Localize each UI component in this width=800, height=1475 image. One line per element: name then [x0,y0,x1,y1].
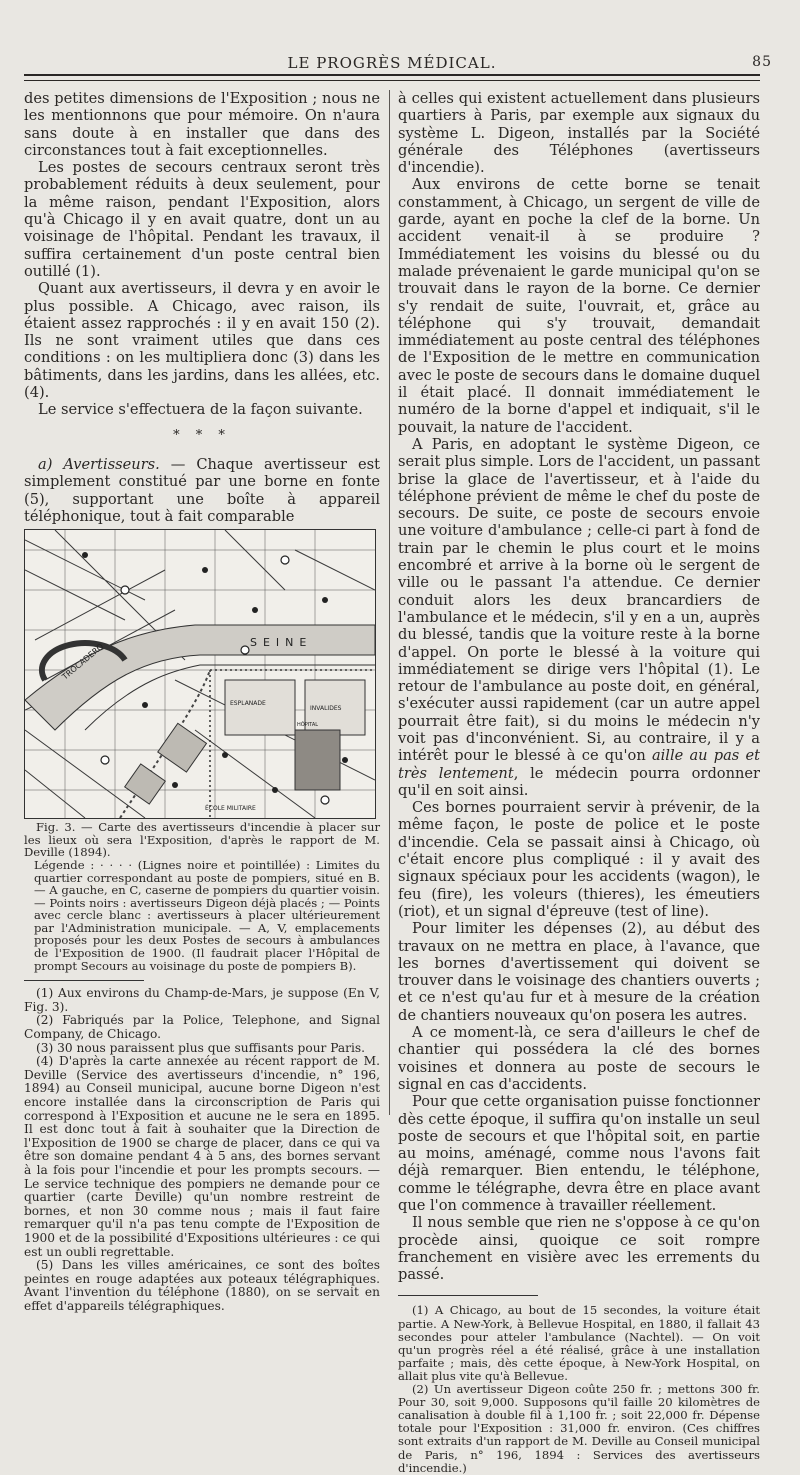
map-label-hopital: HÔPITAL [297,722,319,729]
paragraph: Aux environs de cette borne se tenait constamment, à Chicago, un sergent de ville de garde, ayant en poche la clef de la borne. Un accident venait-il à se produire ? Immédiatement les voisins du blessé ou du malade prévenaient le garde municipal qu'on se trouvait dans le rayon de la borne. Ce dernier s'y rendait de suite, l'ouvrait, et, grâce au téléphone qui s'y trouvait, demandait immédiatement au poste central des téléphones de l'Exposition de le mettre en communication avec le poste de secours dans le domaine duquel il était placé. Il donnait immédiatement le numéro de la borne d'appel et indiquait, s'il le pouvait, la nature de l'accident. [398,176,760,436]
map-drawing [25,530,375,818]
paragraph: Pour que cette organisation puisse fonctionner dès cette époque, il suffira qu'on installe un seul poste de secours et que l'hôpital soit, en partie au moins, aménagé, comme nous l'avons fait déjà remarquer. Bien entendu, le téléphone, comme le télégraphe, devra être en place avant que l'on commence à travailler réellement. [398,1093,760,1214]
right-column [398,90,760,1475]
footnote: (1) A Chicago, au bout de 15 secondes, la voiture était partie. A New-York, à Bellevue Hospital, en 1880, il fallait 43 secondes pour atteler l'ambulance (Nachtel). — On voit qu'un progrès réel a été réalisé, grâce à une installation parfaite ; mais, dès cette époque, à New-York Hospital, on allait plus vite qu'à Bellevue. [398,1303,760,1383]
footnote: (5) Dans les villes américaines, ce sont des boîtes peintes en rouge adaptées aux poteaux télégraphiques. Avant l'invention du téléphone (1880), on se servait en effet d'appareils télégraphiques. [24,1258,380,1313]
map-label-seine: SEINE [250,636,313,650]
emphasis-text: aille au pas et très lentement [398,747,760,782]
map-label-military: ÉCOLE MILITAIRE [205,805,256,813]
section-label: a) Avertisseurs. [38,455,160,473]
paragraph-text: , le médecin pourra ordonner qu'il en soit ainsi. [398,764,760,799]
paragraph-text: A Paris, en adoptant le système Digeon, ce serait plus simple. Lors de l'accident, un passant brise la glace de l'avertisseur, et à l'aide du téléphone prévient de même le chef du poste de secours. De suite, ce poste de secours envoie une voiture d'ambulance ; celle-ci part à fond de train par le chemin le plus court et le moins encombré et arrive à la borne où le sergent de ville ou le passant l'a attendue. Ce dernier conduit alors les deux brancardiers de l'ambulance et le médecin, s'il y en a un, auprès du blessé, tandis que la voiture reste à la borne d'appel. On porte le blessé à la voiture qui immédiatement se dirige vers l'hôpital (1). Le retour de l'ambulance au poste doit, en général, s'exécuter aussi rapidement (car un autre appel pourrait être fait), si du moins le médecin n'y voit pas d'inconvénient. Si, au contraire, il y a intérêt pour le blessé à ce qu'on [398,435,760,765]
footnotes [398,1304,760,1474]
paragraph: à celles qui existent actuellement dans plusieurs quartiers à Paris, par exemple aux signaux du système L. Digeon, installés par la Société générale des Téléphones (avertisseurs d'incendie). [398,90,760,177]
paragraph: Pour limiter les dépenses (2), au début des travaux on ne mettra en place, à l'avance, que les bornes d'avertissement qui doivent se trouver dans le voisinage des chantiers ouverts ; et ce n'est qu'au fur et à mesure de la création de chantiers nouveaux qu'on posera les autres. [398,920,760,1024]
paragraph: A ce moment-là, ce sera d'ailleurs le chef de chantier qui possédera la clé des bornes voisines et donnera au poste de secours le signal en cas d'accidents. [398,1024,760,1093]
map-label-esplanade: ESPLANADE [230,700,266,708]
asterism: * * * [173,427,231,443]
footnote-rule [398,1295,538,1296]
caption-legend: Légende : · · · · (Lignes noire et pointillée) : Limites du quartier correspondant au poste de pompiers, situé en B. — A gauche, en C, caserne de pompiers du quartier voisin. — Points noirs : avertisseurs Digeon déjà placés ; — Points avec cercle blanc : avertisseurs à placer ultérieurement par l'Administration municipale. — A, V, emplacements proposés pour les deux Postes de secours à ambulances de l'Exposition de 1900. (Il faudrait placer l'Hôpital de prompt Secours au voisinage du poste de pompiers B). [34,857,380,973]
header-rule [24,74,760,81]
footnote: (3) 30 nous paraissent plus que suffisants pour Paris. [36,1040,366,1055]
footnote: (4) D'après la carte annexée au récent rapport de M. Deville (Service des avertisseurs d'incendie, n° 196, 1894) au Conseil municipal, aucune borne Digeon n'est encore installée dans la circonscription de Paris qui correspond à l'Exposition et aucune ne le sera en 1895. Il est donc tout à fait à souhaiter que la Direction de l'Exposition de 1900 se charge de placer, dans ce qui va être son domaine pendant 4 à 5 ans, des bornes servant à la fois pour l'incendie et pour les prompts secours. — Le service technique des pompiers ne demande pour ce quartier (carte Deville) qu'un nombre restreint de bornes, et non 30 comme nous ; mais il faut faire remarquer qu'il n'a pas tenu compte de l'Exposition de 1900 et de la possibilité d'Expositions ultérieures : ce qui est un oubli regrettable. [24,1054,380,1259]
footnote: (2) Fabriqués par la Police, Telephone, and Signal Company, de Chicago. [24,1013,380,1042]
column-divider [389,90,390,1115]
caption-title: Fig. 3. — Carte des avertisseurs d'incendie à placer sur les lieux où sera l'Exposition, d'après le rapport de M. Deville (1894). [24,820,380,860]
map-label-invalides: INVALIDES [310,705,342,713]
footnote: (2) Un avertisseur Digeon coûte 250 fr. ; mettons 300 fr. Pour 30, soit 9,000. Supposons qu'il faille 20 kilomètres de canalisation à double fil à 1,100 fr. ; soit 22,000 fr. Dépense totale pour l'Exposition : 31,000 fr. environ. (Ces chiffres sont extraits d'un rapport de M. Deville au Conseil municipal de Paris, n° 196, 1894 : Services des avertisseurs d'incendie.) [398,1382,760,1475]
figure-map [24,529,376,819]
map-label-trocadero: TROCADERO [60,642,106,682]
paragraph: Il nous semble que rien ne s'oppose à ce qu'on procède ainsi, quoique ce soit rompre franchement en visière avec les errements du passé. [398,1214,760,1284]
paragraph-text: — Chaque avertisseur est simplement constitué par une borne en fonte (5), supportant une boîte à appareil téléphonique, tout à fait comparable [24,455,380,525]
paragraph [398,436,760,799]
paragraph: Le service s'effectuera de la façon suivante. [38,401,363,419]
paragraph: Les postes de secours centraux seront très probablement réduits à deux seulement, pour la même raison, pendant l'Exposition, alors qu'à Chicago il y en avait quatre, dont un au voisinage de l'hôpital. Pendant les travaux, il suffira certainement d'un poste central bien outillé (1). [24,159,380,280]
figure-caption [24,821,380,972]
footnote-rule [24,980,144,981]
page-number: 85 [752,54,772,70]
running-head [24,54,772,76]
journal-title: LE PROGRÈS MÉDICAL. [287,54,497,72]
paragraph: des petites dimensions de l'Exposition ; nous ne les mentionnons que pour mémoire. On n'aura sans doute à en installer que dans des circonstances tout à fait exceptionnelles. [24,90,380,159]
paragraph: Quant aux avertisseurs, il devra y en avoir le plus possible. A Chicago, avec raison, ils étaient assez rapprochés : il y en avait 150 (2). Ils ne sont vraiment utiles que dans ces conditions : on les multipliera donc (3) dans les bâtiments, dans les jardins, dans les allées, etc. (4). [24,280,380,402]
paragraph: Ces bornes pourraient servir à prévenir, de la même façon, le poste de police et le poste d'incendie. Cela se passait ainsi à Chicago, où c'était encore plus compliqué : il y avait des signaux spéciaux pour les accidents (wagon), le feu (fire), les voleurs (thieres), les émeutiers (riot), et un signal d'épreuve (test of line). [398,799,760,920]
footnotes [24,987,380,1313]
footnote: (1) Aux environs du Champ-de-Mars, je suppose (En V, Fig. 3). [24,986,380,1014]
left-column [24,90,380,1314]
paragraph [24,456,380,525]
